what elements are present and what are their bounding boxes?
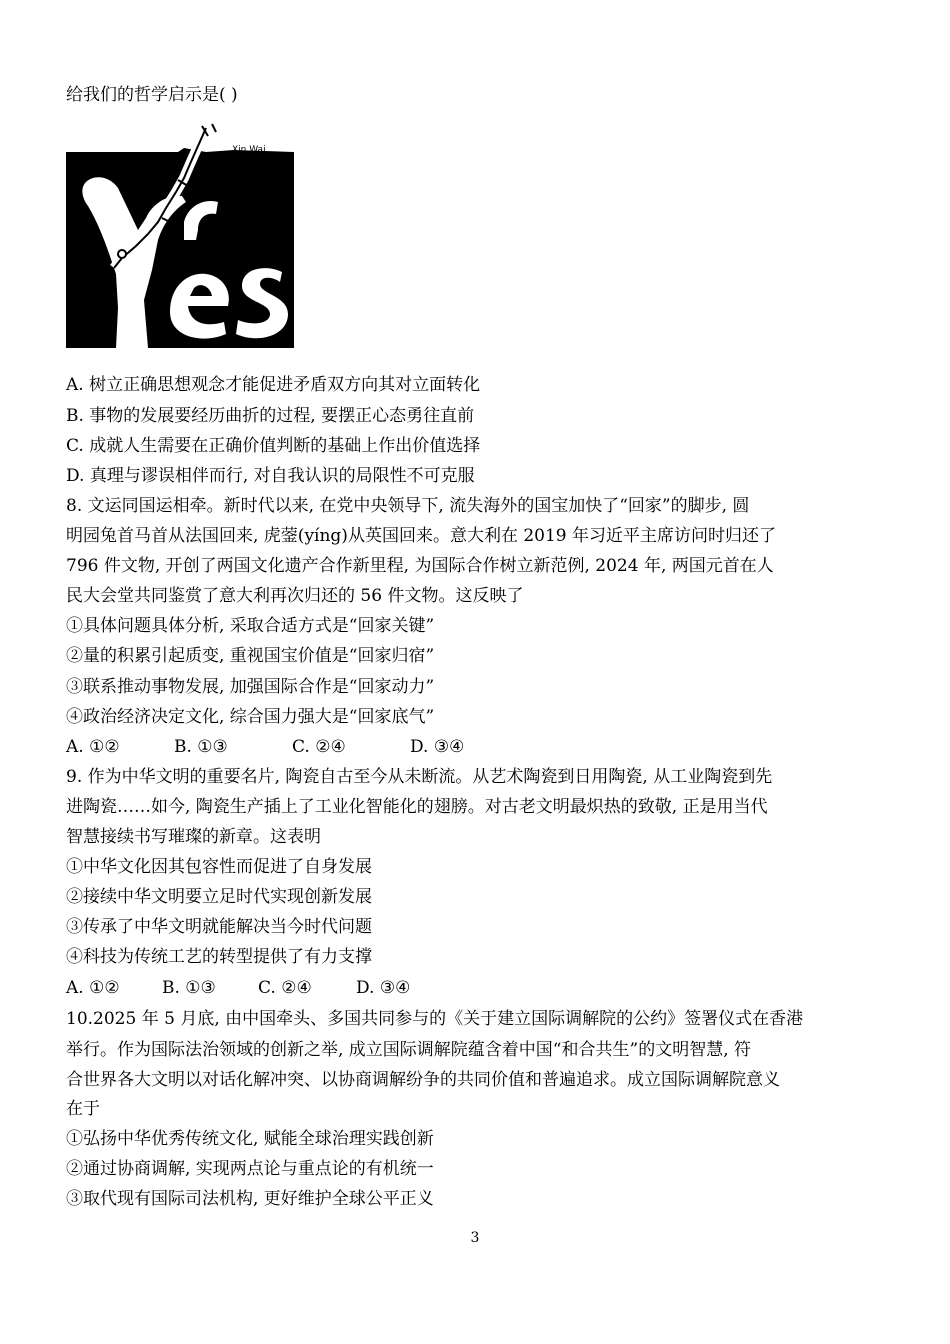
q7-option-b: B. 事物的发展要经历曲折的过程, 要摆正心态勇往直前 bbox=[66, 406, 475, 426]
q8-item-2: ②量的积累引起质变, 重视国宝价值是“回家归宿” bbox=[66, 646, 435, 666]
q10-item-2: ②通过协商调解, 实现两点论与重点论的有机统一 bbox=[66, 1159, 434, 1179]
q9-item-3: ③传承了中华文明就能解决当今时代问题 bbox=[66, 917, 372, 937]
q9-choice-c: C. ②④ bbox=[258, 978, 312, 998]
q10-item-1: ①弘扬中华优秀传统文化, 赋能全球治理实践创新 bbox=[66, 1129, 434, 1149]
q8-choice-b: B. ①③ bbox=[174, 737, 228, 757]
q9-stem-line-2: 进陶瓷……如今, 陶瓷生产插上了工业化智能化的翅膀。对古老文明最炽热的致敬, 正是用当代 bbox=[66, 797, 768, 817]
q8-choices bbox=[66, 736, 464, 758]
q8-stem-line-2: 明园兔首马首从法国回来, 虎蓥(yíng)从英国回来。意大利在 2019 年习近平主席访问时归还了 bbox=[66, 526, 777, 546]
q8-item-1: ①具体问题具体分析, 采取合适方式是“回家关键” bbox=[66, 616, 435, 636]
q7-stem-end: 给我们的哲学启示是( ) bbox=[66, 85, 238, 105]
q8-choice-c: C. ②④ bbox=[292, 737, 346, 757]
q9-choices bbox=[66, 977, 410, 999]
q8-choice-d: D. ③④ bbox=[410, 737, 465, 757]
q7-option-c: C. 成就人生需要在正确价值判断的基础上作出价值选择 bbox=[66, 436, 481, 456]
q8-stem-line-4: 民大会堂共同鉴赏了意大利再次归还的 56 件文物。这反映了 bbox=[66, 586, 524, 606]
cartoon-yes-illustration bbox=[66, 122, 298, 354]
q8-stem-line-3: 796 件文物, 开创了两国文化遗产合作新里程, 为国际合作树立新范例, 2024 年, 两国元首在人 bbox=[66, 556, 774, 576]
q9-choice-d: D. ③④ bbox=[356, 978, 411, 998]
page-number: 3 bbox=[470, 1230, 480, 1246]
q10-item-3: ③取代现有国际司法机构, 更好维护全球公平正义 bbox=[66, 1189, 434, 1209]
q8-choice-a: A. ①② bbox=[66, 737, 120, 757]
q8-stem-line-1: 8. 文运同国运相牵。新时代以来, 在党中央领导下, 流失海外的国宝加快了“回家”的脚步, 圆 bbox=[66, 496, 750, 516]
q10-stem-line-4: 在于 bbox=[66, 1099, 100, 1119]
q10-stem-line-3: 合世界各大文明以对话化解冲突、以协商调解纷争的共同价值和普遍追求。成立国际调解院意义 bbox=[66, 1070, 780, 1090]
q9-item-1: ①中华文化因其包容性而促进了自身发展 bbox=[66, 857, 372, 877]
q9-choice-b: B. ①③ bbox=[162, 978, 216, 998]
q7-option-d: D. 真理与谬误相伴而行, 对自我认识的局限性不可克服 bbox=[66, 466, 475, 486]
q9-stem-line-3: 智慧接续书写璀璨的新章。这表明 bbox=[66, 827, 321, 847]
q8-item-3: ③联系推动事物发展, 加强国际合作是“回家动力” bbox=[66, 677, 435, 697]
q9-stem-line-1: 9. 作为中华文明的重要名片, 陶瓷自古至今从未断流。从艺术陶瓷到日用陶瓷, 从工业陶瓷到先 bbox=[66, 767, 773, 787]
q9-item-2: ②接续中华文明要立足时代实现创新发展 bbox=[66, 887, 372, 907]
q10-stem-line-2: 举行。作为国际法治领域的创新之举, 成立国际调解院蕴含着中国“和合共生”的文明智慧, 符 bbox=[66, 1040, 751, 1060]
q10-stem-line-1: 10.2025 年 5 月底, 由中国牵头、多国共同参与的《关于建立国际调解院的公约》签署仪式在香港 bbox=[66, 1009, 804, 1029]
cartoon-signature: Xin Wai bbox=[232, 145, 266, 155]
q7-option-a: A. 树立正确思想观念才能促进矛盾双方向其对立面转化 bbox=[66, 375, 481, 395]
q9-item-4: ④科技为传统工艺的转型提供了有力支撑 bbox=[66, 947, 372, 967]
q9-choice-a: A. ①② bbox=[66, 978, 120, 998]
q8-item-4: ④政治经济决定文化, 综合国力强大是“回家底气” bbox=[66, 707, 435, 727]
